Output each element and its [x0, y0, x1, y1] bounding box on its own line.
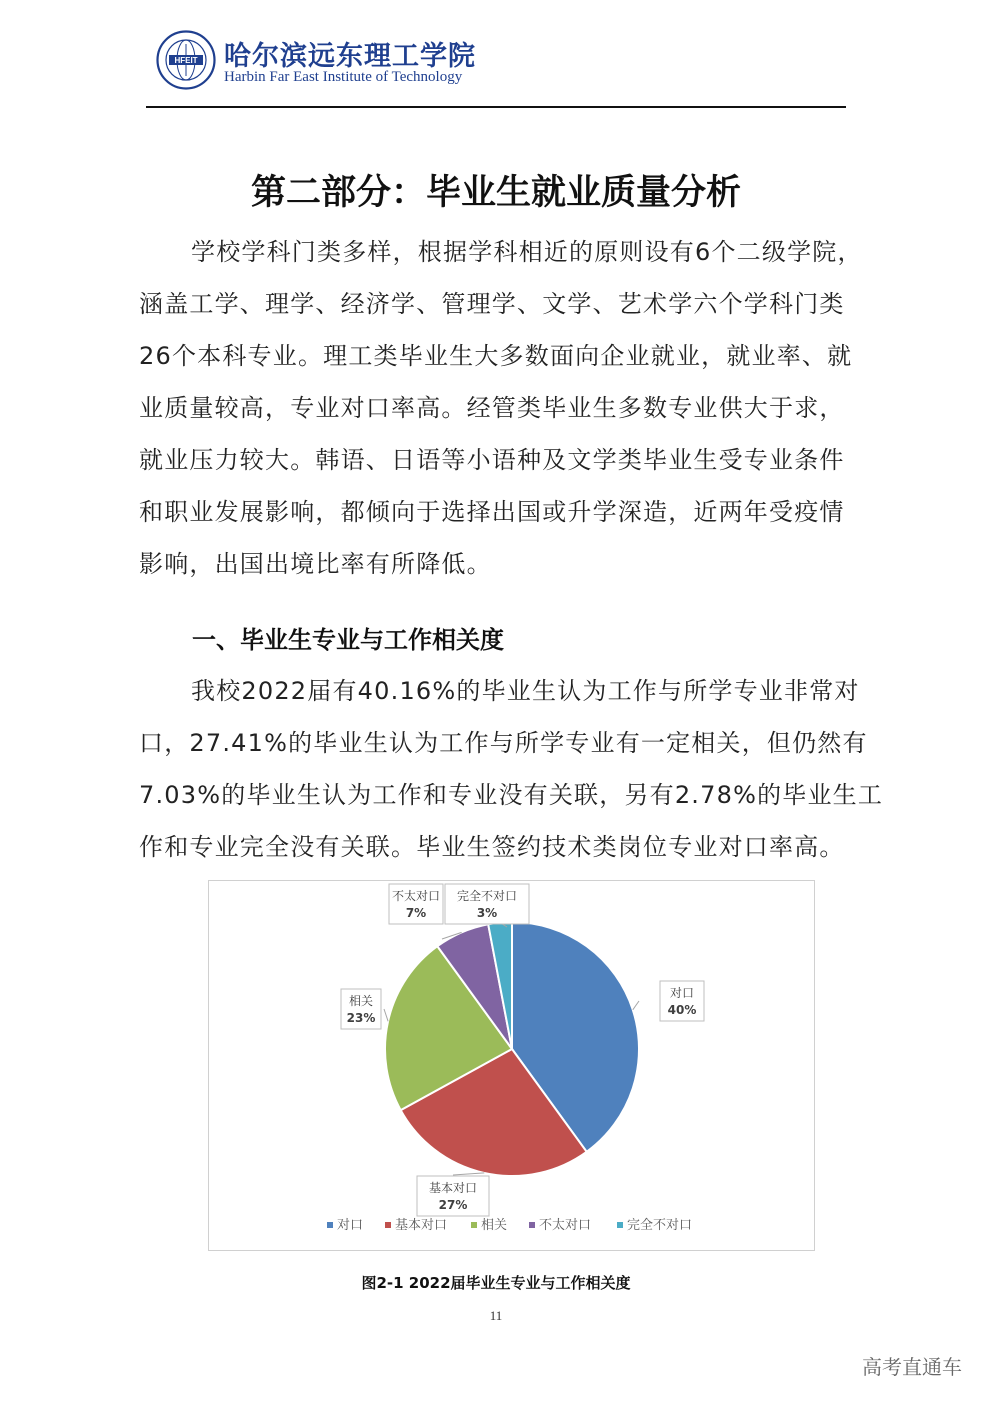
intro-paragraph — [139, 226, 899, 590]
legend-label: 不太对口 — [539, 1218, 592, 1233]
data-label-category: 对口 — [669, 986, 695, 1000]
legend-label: 基本对口 — [395, 1218, 448, 1233]
page-number: 11 — [489, 1308, 503, 1323]
body-paragraph — [139, 665, 899, 873]
leader-line — [453, 1173, 484, 1175]
paragraph-line: 和职业发展影响，都倾向于选择出国或升学深造，近两年受疫情 — [139, 498, 845, 526]
data-label-value: 7% — [405, 906, 427, 920]
paragraph-line: 26个本科专业。理工类毕业生大多数面向企业就业，就业率、就 — [139, 342, 853, 370]
paragraph-line: 就业压力较大。韩语、日语等小语种及文学类毕业生受专业条件 — [139, 446, 845, 474]
paragraph-line: 我校2022届有40.16%的毕业生认为工作与所学专业非常对 — [191, 677, 860, 705]
leader-line — [633, 1001, 639, 1010]
page-header — [156, 30, 846, 108]
data-label-category: 不太对口 — [391, 889, 441, 903]
paragraph-line: 口，27.41%的毕业生认为工作与所学专业有一定相关，但仍然有 — [139, 729, 868, 757]
data-label-category: 基本对口 — [428, 1181, 478, 1195]
legend-swatch — [471, 1222, 477, 1228]
legend-label: 完全不对口 — [627, 1218, 693, 1233]
legend-swatch — [385, 1222, 391, 1228]
legend-swatch — [327, 1222, 333, 1228]
legend-label: 对口 — [337, 1218, 364, 1233]
paragraph-line: 7.03%的毕业生认为工作和专业没有关联，另有2.78%的毕业生工 — [139, 781, 884, 809]
leader-line — [384, 1009, 388, 1021]
paragraph-line: 业质量较高，专业对口率高。经管类毕业生多数专业供大于求， — [139, 394, 845, 422]
watermark: 高考直通车 — [862, 1355, 962, 1379]
logo-abbr: HFEIT — [174, 56, 198, 65]
legend-label: 相关 — [481, 1218, 508, 1233]
header-divider — [146, 106, 846, 108]
paragraph-line: 作和专业完全没有关联。毕业生签约技术类岗位专业对口率高。 — [139, 833, 845, 861]
data-label-value: 40% — [667, 1003, 697, 1017]
legend-swatch — [617, 1222, 623, 1228]
data-label-value: 23% — [346, 1011, 376, 1025]
data-label-category: 完全不对口 — [456, 889, 518, 903]
school-name-en: Harbin Far East Institute of Technology — [224, 69, 463, 85]
paragraph-line: 学校学科门类多样，根据学科相近的原则设有6个二级学院， — [191, 238, 863, 266]
data-label-value: 27% — [438, 1198, 468, 1212]
section-title: 第二部分：毕业生就业质量分析 — [250, 173, 741, 213]
school-logo — [156, 30, 216, 90]
school-name-cn: 哈尔滨远东理工学院 — [224, 41, 476, 72]
pie-chart — [208, 880, 815, 1251]
paragraph-line: 影响，出国出境比率有所降低。 — [139, 550, 492, 578]
pie-chart-canvas — [209, 881, 816, 1252]
data-label-value: 3% — [476, 906, 498, 920]
paragraph-line: 涵盖工学、理学、经济学、管理学、文学、艺术学六个学科门类 — [139, 290, 845, 318]
legend-swatch — [529, 1222, 535, 1228]
data-label-category: 相关 — [348, 994, 374, 1008]
subsection-heading: 一、毕业生专业与工作相关度 — [192, 626, 504, 654]
figure-caption: 图2-1 2022届毕业生专业与工作相关度 — [361, 1274, 631, 1292]
